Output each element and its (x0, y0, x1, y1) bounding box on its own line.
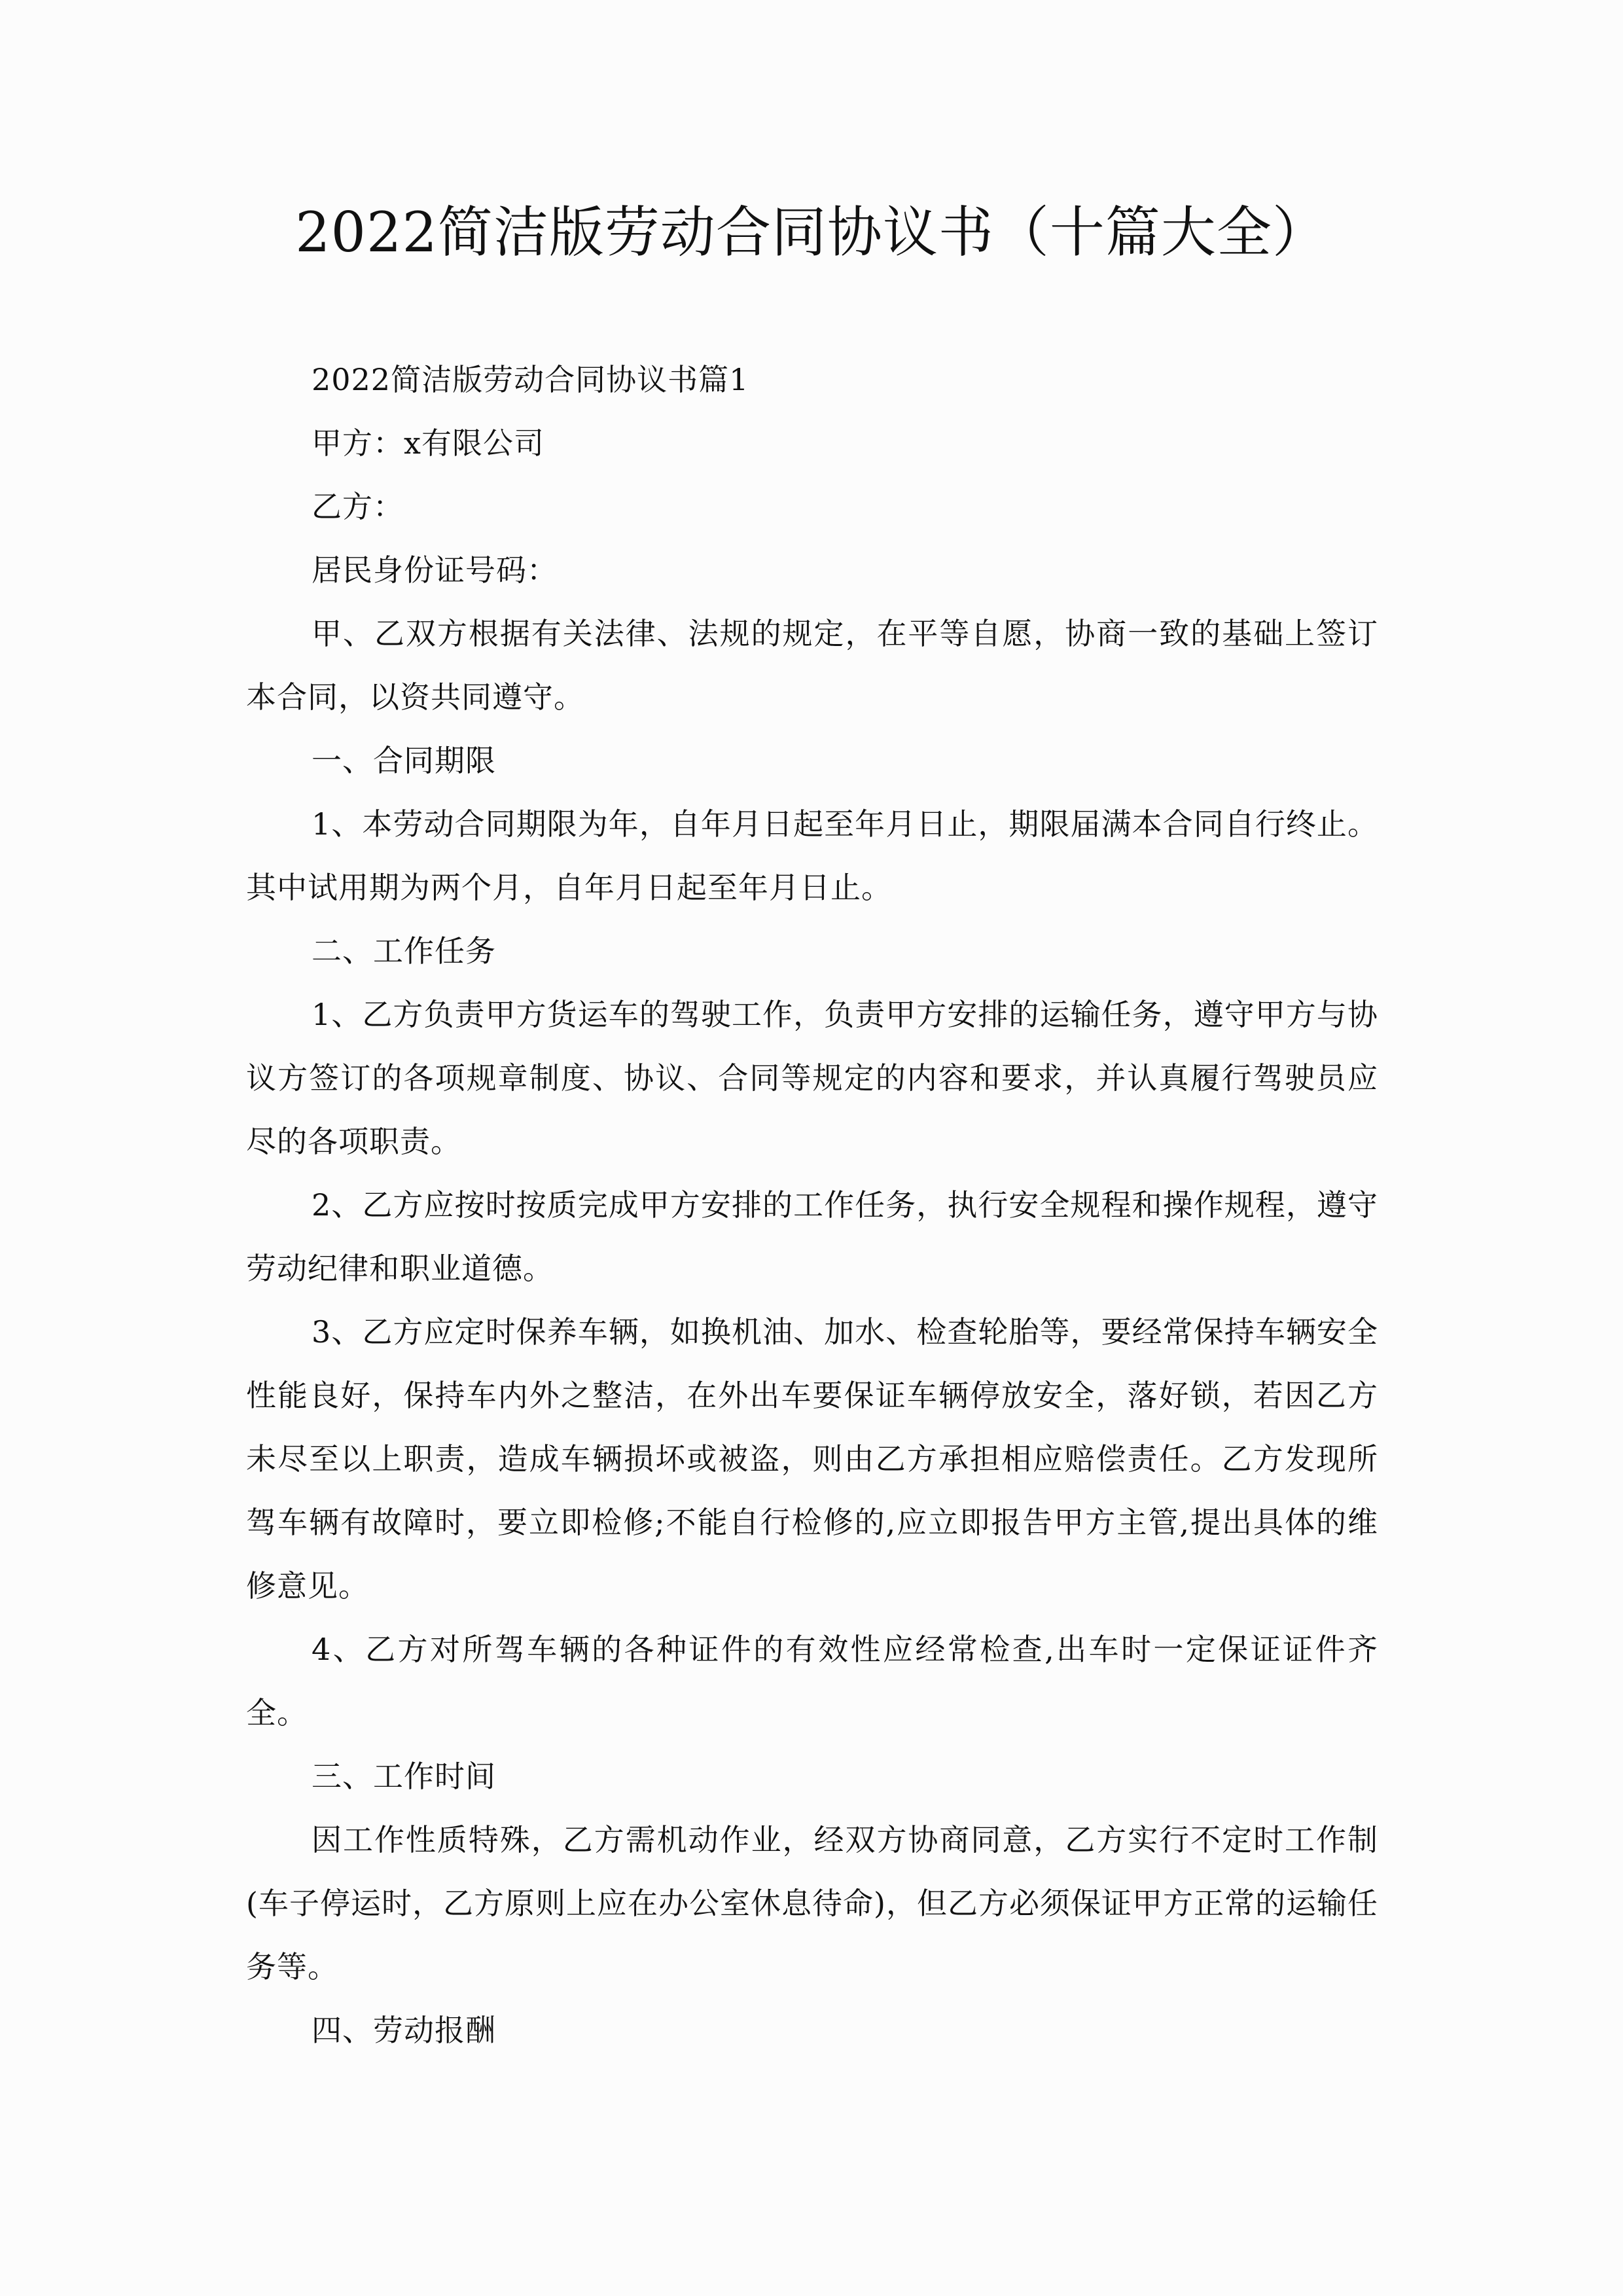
document-title: 2022简洁版劳动合同协议书（十篇大全） (295, 200, 1328, 264)
clause-task-1: 1、乙方负责甲方货运车的驾驶工作，负责甲方安排的运输任务，遵守甲方与协议方签订的各项规章制度、协议、合同等规定的内容和要求，并认真履行驾驶员应尽的各项职责。 (246, 997, 1378, 1159)
party-a-field: 甲方：x有限公司 (312, 425, 544, 461)
id-number-field: 居民身份证号码： (312, 552, 558, 588)
party-b-field: 乙方： (312, 489, 404, 524)
clause-task-2: 2、乙方应按时按质完成甲方安排的工作任务，执行安全规程和操作规程，遵守劳动纪律和职业道德。 (246, 1187, 1378, 1286)
heading-work-tasks: 二、工作任务 (312, 933, 496, 969)
section-subtitle: 2022简洁版劳动合同协议书篇1 (312, 362, 749, 397)
heading-contract-term: 一、合同期限 (312, 743, 496, 778)
clause-task-3: 3、乙方应定时保养车辆，如换机油、加水、检查轮胎等，要经常保持车辆安全性能良好，保持车内外之整洁，在外出车要保证车辆停放安全，落好锁，若因乙方未尽至以上职责，造成车辆损坏或被盗，则由乙方承担相应赔偿责任。乙方发现所驾车辆有故障时，要立即检修;不能自行检修的,应立即报告甲方主管,提出具体的维修意见。 (246, 1314, 1378, 1604)
heading-remuneration: 四、劳动报酬 (312, 2013, 496, 2048)
clause-work-hours: 因工作性质特殊，乙方需机动作业，经双方协商同意，乙方实行不定时工作制(车子停运时，乙方原则上应在办公室休息待命)，但乙方必须保证甲方正常的运输任务等。 (246, 1822, 1378, 1984)
document-body (246, 348, 1378, 2062)
clause-term-1: 1、本劳动合同期限为年，自年月日起至年月日止，期限届满本合同自行终止。其中试用期为两个月，自年月日起至年月日止。 (246, 806, 1378, 905)
preamble-paragraph: 甲、乙双方根据有关法律、法规的规定，在平等自愿，协商一致的基础上签订本合同，以资共同遵守。 (246, 616, 1378, 715)
heading-work-hours: 三、工作时间 (312, 1759, 496, 1794)
clause-task-4: 4、乙方对所驾车辆的各种证件的有效性应经常检查,出车时一定保证证件齐全。 (246, 1632, 1378, 1731)
